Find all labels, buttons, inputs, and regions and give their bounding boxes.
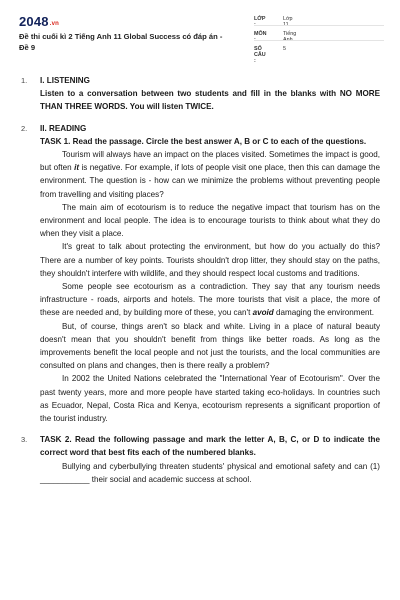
page-header [0,0,400,62]
section-title: II. READING [40,123,87,133]
passage-paragraph [40,240,380,280]
paragraph-text: In 2002 the United Nations celebrated the "International Year of Ecotourism". Over the past twenty years, more and more people have started taking eco-holidays. In countries such as Ecuador, Nepal, Costa Rica and Kenya, ecotourism represents a significant proportion of the tourist industry. [40,374,380,424]
meta-value: Tiếng [283,31,297,37]
logo-suffix: .vn [49,21,60,27]
passage-paragraph [40,320,380,373]
question-body [40,74,380,114]
question-2 [0,122,400,426]
paragraph-text: Bullying and cyberbullying threaten students' physical and emotional safety and can (1) ___________ their social and academic success at school. [40,461,380,484]
question-body [40,433,380,486]
emphasized-word: avoid [252,308,274,318]
meta-divider [254,40,384,41]
paragraph-text: The main aim of ecotourism is to reduce the negative impact that tourism has on the environment and local people. The idea is to encourage tourists to think about what they do when they visit a place. [40,202,380,239]
passage-paragraph [40,201,380,241]
meta-value: 5 [283,46,286,52]
paragraph-text: is negative. For example, if lots of people visit one place, then this can damage the environment. The question is - how can we minimize the problems without preventing people from travelling and visiting places? [40,163,380,199]
document-content [0,74,400,486]
task-instruction: TASK 1. Read the passage. Circle the best answer A, B or C to each of the questions. [40,136,367,146]
emphasized-word: it [74,163,80,173]
logo-main: 2048 [19,14,49,29]
question-1 [0,74,400,114]
passage-paragraph [40,148,380,201]
passage-paragraph [40,372,380,425]
question-body [40,122,380,426]
paragraph-text: But, of course, things aren't so black and white. Living in a place of natural beauty doesn't mean that you shouldn't benefit from things like better roads. As long as the improvements benefit the local people and not just the tourists, and the local communities are consulted on plans and changes, then is there really a problem? [40,321,380,371]
meta-divider [254,25,384,26]
question-number: 1. [21,76,28,85]
section-title: TASK 2. Read the following passage and mark the letter A, B, C, or D to indicate the correct word that best fits each of the numbered blanks. [40,435,380,458]
question-number: 3. [21,435,28,445]
paragraph-text: Some people see ecotourism as a contradiction. They say that any tourism needs infrastructure - roads, airports and hotels. The more tourists that visit a place, the more of these are needed and, by building more of these, you can't [40,282,380,318]
paragraph-text: damaging the environment. [273,308,375,318]
question-number: 2. [21,123,28,133]
question-3 [0,433,400,486]
meta-key: MÔN [254,31,267,37]
meta-key: LỚP [254,16,266,22]
section-instruction: Listen to a conversation between two students and fill in the blanks with NO MORE THAN THREE WORDS. You will listen TWICE. [40,89,380,112]
passage-paragraph [40,460,380,486]
document-title: Đề thi cuối kì 2 Tiếng Anh 11 Global Success có đáp án - Đề 9 [19,32,223,52]
section-title: I. LISTENING [40,76,90,85]
meta-value: Lớp [283,16,293,22]
meta-key: SỐ CÂU : [254,46,266,64]
site-logo[interactable] [19,14,59,29]
paragraph-text: It's great to talk about protecting the environment, but how do you actually do this? There are a number of key points. Tourists shouldn't drop litter, they should stay on the paths, they shouldn't interfere with wildlife, and they should respect local customs and traditions. [40,242,380,278]
passage-paragraph [40,280,380,320]
paragraph-text: Tourism will always have an impact on the places visited. Sometimes the impact is good, but often [40,150,380,173]
